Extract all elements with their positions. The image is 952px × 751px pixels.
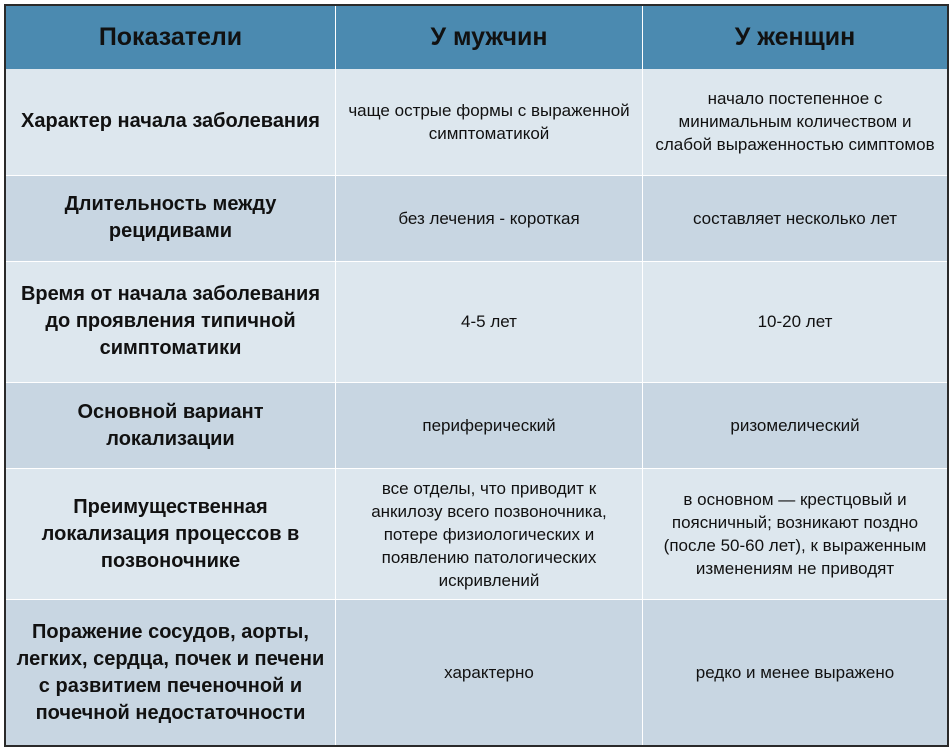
row-women-value: начало постепенное с минимальным количеством и слабой выраженностью симптомов <box>643 69 947 176</box>
table-frame <box>4 4 949 747</box>
row-indicator: Поражение сосудов, аорты, легких, сердца, почек и печени с развитием печеночной и почечной недостаточности <box>6 600 336 745</box>
table-row <box>6 383 947 470</box>
row-indicator: Время от начала заболевания до проявления типичной симптоматики <box>6 262 336 383</box>
row-indicator: Основной вариант локализации <box>6 383 336 470</box>
table-header-row <box>6 6 947 69</box>
row-women-value: ризомелический <box>643 383 947 470</box>
row-men-value: периферический <box>336 383 643 470</box>
table-row <box>6 469 947 600</box>
row-indicator: Преимущественная локализация процессов в позвоночнике <box>6 469 336 600</box>
header-men: У мужчин <box>336 6 643 69</box>
row-women-value: 10-20 лет <box>643 262 947 383</box>
table-row <box>6 69 947 176</box>
table-row <box>6 262 947 383</box>
row-women-value: редко и менее выражено <box>643 600 947 745</box>
table-row <box>6 176 947 263</box>
row-indicator: Длительность между рецидивами <box>6 176 336 263</box>
row-women-value: составляет несколько лет <box>643 176 947 263</box>
header-indicators: Показатели <box>6 6 336 69</box>
table-row <box>6 600 947 745</box>
header-women: У женщин <box>643 6 947 69</box>
row-men-value: чаще острые формы с выраженной симптоматикой <box>336 69 643 176</box>
row-men-value: характерно <box>336 600 643 745</box>
comparison-table <box>6 6 947 745</box>
row-women-value: в основном — крестцовый и поясничный; возникают поздно (после 50-60 лет), к выраженным изменениям не приводят <box>643 469 947 600</box>
row-men-value: без лечения - короткая <box>336 176 643 263</box>
row-men-value: все отделы, что приводит к анкилозу всего позвоночника, потере физиологических и появлению патологических искривлений <box>336 469 643 600</box>
row-men-value: 4-5 лет <box>336 262 643 383</box>
row-indicator: Характер начала заболевания <box>6 69 336 176</box>
